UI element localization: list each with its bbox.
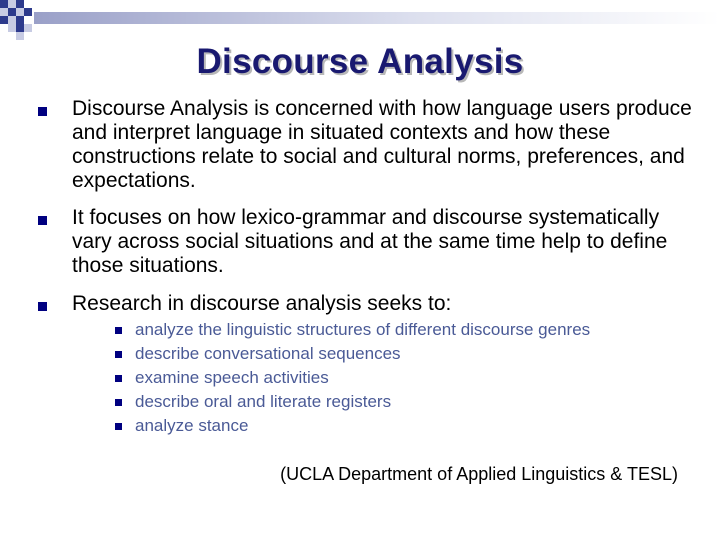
bullet-item: Discourse Analysis is concerned with how language users produce and interpret language in situated contexts and how these constructions relate to social and cultural norms, preferences, and expectations.: [72, 97, 692, 192]
bullet-item: Research in discourse analysis seeks to:: [72, 292, 452, 315]
sub-bullet-item: describe oral and literate registers: [135, 392, 392, 411]
sub-bullet-item: analyze stance: [135, 416, 249, 435]
sub-bullet-marker: [115, 399, 122, 406]
citation: (UCLA Department of Applied Linguistics & TESL): [280, 464, 678, 484]
sub-bullet-marker: [115, 375, 122, 382]
sub-bullet-marker: [115, 423, 122, 430]
bullet-marker: [38, 302, 47, 311]
bullet-marker: [38, 216, 47, 225]
sub-bullet-marker: [115, 327, 122, 334]
sub-bullet-marker: [115, 351, 122, 358]
sub-bullet-item: examine speech activities: [135, 368, 329, 387]
bullet-marker: [38, 107, 47, 116]
slide-title: Discourse Analysis: [196, 42, 524, 81]
sub-bullet-item: describe conversational sequences: [135, 344, 401, 363]
bullet-item: It focuses on how lexico-grammar and discourse systematically vary across social situations and at the same time help to define those situations.: [72, 206, 668, 277]
sub-bullet-item: analyze the linguistic structures of different discourse genres: [135, 320, 591, 339]
